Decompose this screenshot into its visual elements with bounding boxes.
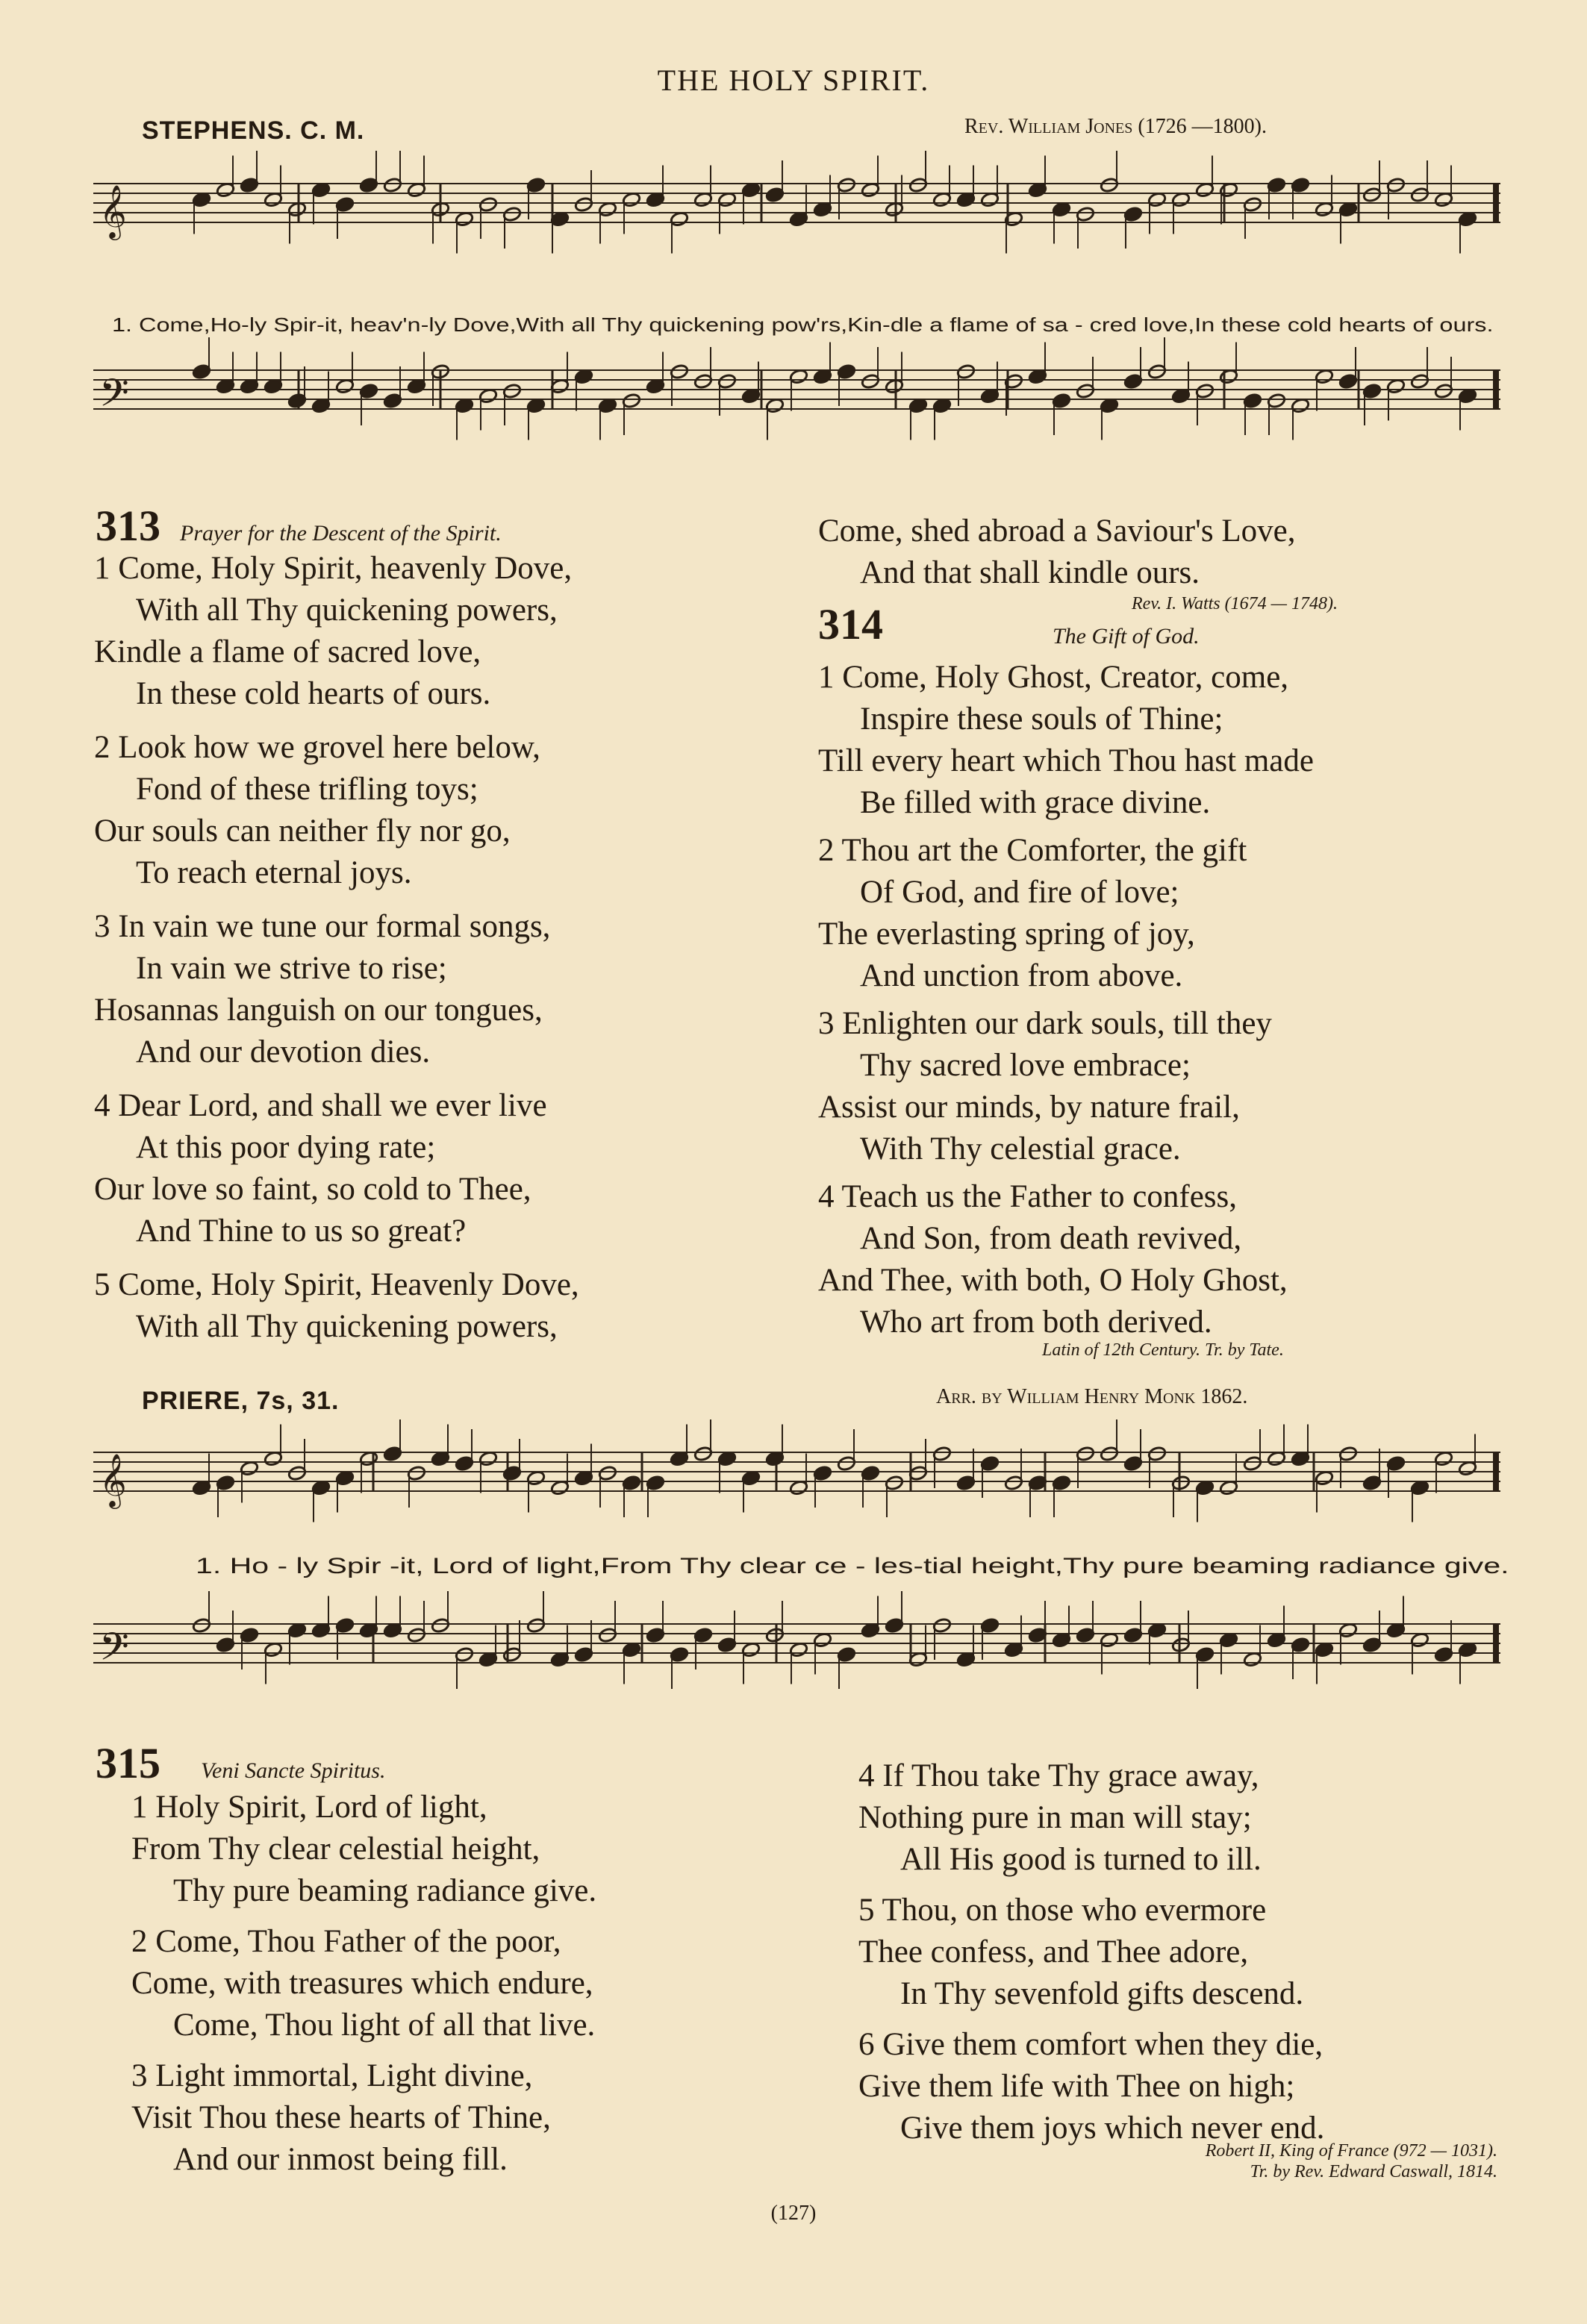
verse-314-3 [818, 1003, 1314, 1170]
verse-line: Thy pure beaming radiance give. [173, 1873, 597, 1908]
tune-name-stephens: STEPHENS. C. M. [142, 116, 365, 145]
verse-315-3 [131, 2055, 596, 2181]
bass-clef: 𝄢 [99, 1624, 129, 1678]
verse-314-4 [818, 1176, 1314, 1343]
verse-313-1 [94, 548, 579, 715]
verse-line: Come, shed abroad a Saviour's Love, [818, 513, 1296, 549]
verse-line: 2 Come, Thou Father of the poor, [131, 1924, 561, 1959]
hymn-number-315: 315 [96, 1739, 160, 1787]
verse-line: 1 Come, Holy Spirit, heavenly Dove, [94, 551, 573, 586]
verse-line: Assist our minds, by nature frail, [818, 1090, 1240, 1125]
verse-line: 2 Look how we grovel here below, [94, 730, 540, 765]
verse-line: 4 If Thou take Thy grace away, [858, 1758, 1259, 1793]
verse-315-6 [858, 2024, 1324, 2149]
section-heading: THE HOLY SPIRIT. [657, 63, 930, 97]
treble-clef: 𝄞 [99, 1452, 127, 1507]
hymn-title-313: Prayer for the Descent of the Spirit. [180, 521, 502, 546]
verse-line: With all Thy quickening powers, [136, 1309, 558, 1344]
verse-line: And our devotion dies. [136, 1034, 431, 1069]
treble-clef: 𝄞 [99, 184, 127, 238]
verse-line: All His good is turned to ill. [900, 1842, 1262, 1877]
verse-line: Of God, and fire of love; [860, 875, 1179, 910]
verse-line: In Thy sevenfold gifts descend. [900, 1976, 1304, 2011]
hymn-title-315: Veni Sancte Spiritus. [201, 1758, 386, 1783]
hymn-credit-315 [1206, 2140, 1497, 2182]
verse-line: 5 Come, Holy Spirit, Heavenly Dove, [94, 1267, 579, 1302]
credit-line-author: Robert II, King of France (972 — 1031). [1205, 2141, 1497, 2161]
verse-line: Thee confess, and Thee adore, [858, 1934, 1249, 1970]
verse-line: In these cold hearts of ours. [136, 676, 491, 711]
verse-line: 4 Teach us the Father to confess, [818, 1179, 1238, 1214]
hymn-315-verses-right [858, 1755, 1324, 2149]
hymn-source-314: Latin of 12th Century. Tr. by Tate. [1042, 1340, 1284, 1360]
final-bar-line [1493, 1452, 1499, 1491]
verse-line: And Thee, with both, O Holy Ghost, [818, 1263, 1288, 1298]
verse-line: Come, Thou light of all that live. [173, 2008, 596, 2043]
tune-name-priere: PRIERE, 7s, 31. [142, 1387, 340, 1415]
verse-313-2 [94, 727, 579, 894]
verse-line: Hosannas languish on our tongues, [94, 993, 543, 1028]
tune-lyric-stephens: 1. Come,Ho-ly Spir-it, heav'n-ly Dove,With all Thy quickening pow'rs,Kin-dle a flame of sa - cred love,In these cold hearts of ours. [112, 313, 1494, 336]
final-bar-line [1493, 184, 1499, 222]
verse-line: 4 Dear Lord, and shall we ever live [94, 1088, 547, 1123]
verse-line: With Thy celestial grace. [860, 1131, 1181, 1166]
verse-line: 2 Thou art the Comforter, the gift [818, 833, 1247, 868]
final-bar-line [1493, 370, 1499, 409]
verse-line: And Thine to us so great? [136, 1213, 467, 1249]
page-number: (127) [770, 2202, 817, 2225]
hymn-314-verses [818, 657, 1314, 1343]
hymn-number-313: 313 [96, 502, 160, 550]
verse-line: And our inmost being fill. [173, 2142, 508, 2177]
credit-line-translator: Tr. by Rev. Edward Caswall, 1814. [1250, 2162, 1497, 2181]
final-bar-line [1493, 1624, 1499, 1663]
verse-313-4 [94, 1085, 579, 1252]
verse-315-4 [858, 1755, 1324, 1881]
verse-line: Thy sacred love embrace; [860, 1048, 1191, 1083]
verse-313-5a [94, 1264, 579, 1348]
verse-line: 1 Holy Spirit, Lord of light, [131, 1790, 487, 1825]
verse-315-1 [131, 1787, 596, 1912]
verse-line: Our souls can neither fly nor go, [94, 813, 511, 849]
verse-313-3 [94, 906, 579, 1073]
verse-line: Visit Thou these hearts of Thine, [131, 2100, 551, 2135]
hymn-title-314: The Gift of God. [1053, 624, 1200, 649]
verse-line: Nothing pure in man will stay; [858, 1800, 1252, 1835]
bass-clef: 𝄢 [99, 370, 129, 425]
verse-line: Fond of these trifling toys; [136, 772, 478, 807]
verse-line: From Thy clear celestial height, [131, 1831, 540, 1867]
verse-line: 3 In vain we tune our formal songs, [94, 909, 551, 944]
verse-line: 1 Come, Holy Ghost, Creator, come, [818, 660, 1289, 695]
verse-line: Be filled with grace divine. [860, 785, 1211, 820]
verse-line: And Son, from death revived, [860, 1221, 1242, 1256]
verse-line: Till every heart which Thou hast made [818, 743, 1314, 778]
hymn-number-314: 314 [818, 600, 883, 649]
verse-line: Come, with treasures which endure, [131, 1966, 593, 2001]
verse-314-2 [818, 830, 1314, 997]
tune-composer-monk: Arr. by William Henry Monk 1862. [936, 1385, 1248, 1408]
verse-line: Our love so faint, so cold to Thee, [94, 1172, 531, 1207]
verse-line: Who art from both derived. [860, 1305, 1212, 1340]
verse-line: 5 Thou, on those who evermore [858, 1893, 1267, 1928]
verse-line: The everlasting spring of joy, [818, 916, 1195, 952]
verse-line: With all Thy quickening powers, [136, 593, 558, 628]
verse-line: And unction from above. [860, 958, 1183, 993]
verse-line: 6 Give them comfort when they die, [858, 2027, 1323, 2062]
tune-lyric-priere: 1. Ho - ly Spir -it, Lord of light,From Thy clear ce - les-tial height,Thy pure beaming radiance give. [196, 1554, 1509, 1578]
verse-line: And that shall kindle ours. [860, 555, 1200, 590]
hymn-315-verses-left [131, 1787, 596, 2181]
verse-315-5 [858, 1890, 1324, 2015]
tune-composer-jones: Rev. William Jones (1726 —1800). [964, 115, 1268, 138]
hymn-313-verses [94, 548, 579, 1348]
verse-line: To reach eternal joys. [136, 855, 412, 890]
verse-line: 3 Light immortal, Light divine, [131, 2058, 533, 2093]
verse-line: At this poor dying rate; [136, 1130, 436, 1165]
verse-315-2 [131, 1921, 596, 2046]
hymn-author-314: Rev. I. Watts (1674 — 1748). [1132, 594, 1338, 613]
verse-314-1 [818, 657, 1314, 824]
verse-line: 3 Enlighten our dark souls, till they [818, 1006, 1272, 1041]
verse-line: Give them joys which never end. [900, 2111, 1325, 2146]
verse-313-5b [818, 510, 1295, 594]
verse-line: Inspire these souls of Thine; [860, 702, 1223, 737]
verse-line: In vain we strive to rise; [136, 951, 447, 986]
verse-line: Kindle a flame of sacred love, [94, 634, 481, 669]
verse-line: Give them life with Thee on high; [858, 2069, 1295, 2104]
